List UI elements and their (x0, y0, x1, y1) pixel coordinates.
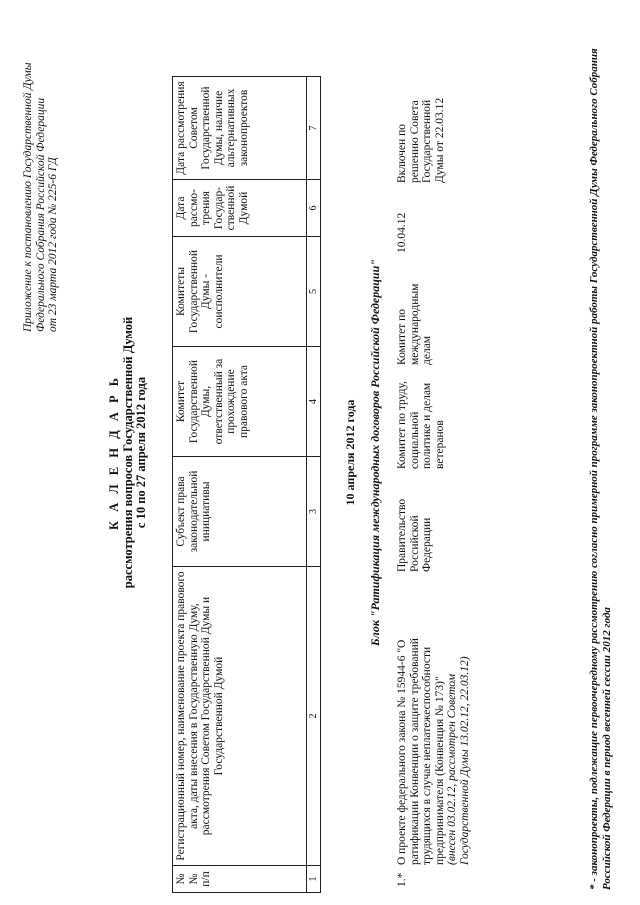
col-number-1: 1 (307, 866, 321, 893)
title-word: К А Л Е Н Д А Р Ь (107, 375, 121, 530)
block-heading: Блок "Ратификация международных договоров Российской Федерации" (368, 259, 382, 646)
col-number-6: 6 (307, 180, 321, 237)
appendix-line-3: от 23 марта 2012 года № 225-6 ГД (47, 157, 59, 332)
appendix-line-2: Федерального Собрания Российской Федерации (34, 97, 47, 332)
row-number: 1.* (396, 872, 408, 887)
appendix-note (22, 2, 60, 332)
row-bill-block (396, 597, 471, 865)
header-co-committees: Комитеты Государственной Думы - соисполнители (173, 237, 307, 347)
header-responsible-committee: Комитет Государственной Думы, ответственный за прохождение правового акта (173, 347, 307, 457)
column-numbers-row (307, 77, 321, 893)
appendix-line-1: Приложение к постановлению Государственной Думы (22, 62, 34, 332)
footnote: * - законопроекты, подлежащие первоочередному рассмотрению согласно примерной программе законопроектной работы Государственной Думы Федерального Собрания Российской Федерации в период весенней сессии 2012 года (588, 48, 613, 890)
calendar-header-table (172, 76, 321, 893)
row-bill-dates: (внесен 03.02.12, рассмотрен Советом Государственной Думы 13.02.12, 22.03.12) (446, 656, 471, 865)
col-number-7: 7 (307, 77, 321, 180)
header-num: №№ п/п (173, 866, 307, 893)
header-council-date: Дата рассмотрения Советом Государственной Думы, наличие альтернативных законопроектов (173, 77, 307, 180)
row-council-note: Включен по решению Совета Государственной Думы от 22.03.12 (396, 97, 446, 183)
col-number-2: 2 (307, 567, 321, 866)
row-subject: Правительство Российской Федерации (396, 498, 433, 572)
header-registration: Регистрационный номер, наименование проекта правового акта, даты внесения в Государственную Думу, рассмотрения Советом Государственной Думы и Государственной Думой (173, 567, 307, 866)
header-subject: Субъект права законодательной инициативы (173, 457, 307, 567)
col-number-3: 3 (307, 457, 321, 567)
col-number-5: 5 (307, 237, 321, 347)
header-duma-date: Дата рассмо-трения Государ-ственной Думой (173, 180, 307, 237)
date-heading: 10 апреля 2012 года (343, 399, 357, 506)
row-co-committees: Комитет по международным делам (396, 283, 433, 365)
title-line-3: с 10 по 27 апреля 2012 года (134, 376, 148, 529)
document-title (108, 0, 149, 905)
title-line-2: рассмотрения вопросов Государственной Думой (120, 316, 135, 589)
row-duma-date: 10.04.12 (396, 212, 408, 253)
row-bill-title: О проекте федерального закона № 15944-6 "О ратификации Конвенции о защите требований трудящихся в случае неплатежеспособности предпринимателя (Конвенция № 173)" (396, 638, 446, 865)
col-number-4: 4 (307, 347, 321, 457)
row-responsible-committee: Комитет по труду, социальной политике и делам ветеранов (396, 381, 446, 469)
